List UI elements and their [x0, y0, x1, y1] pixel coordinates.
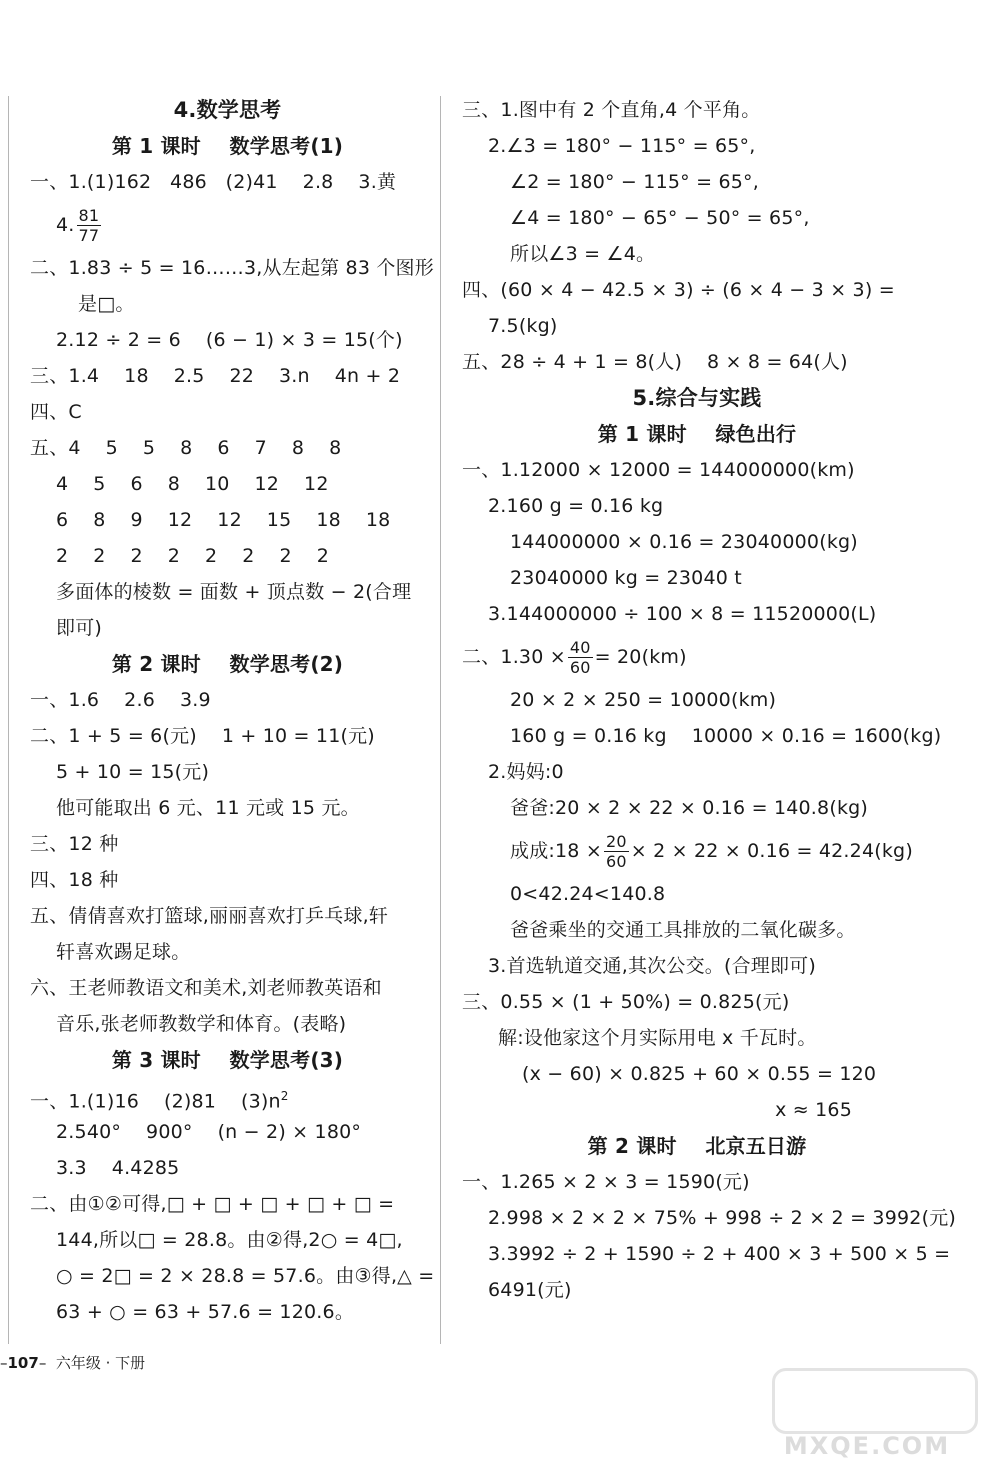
answer-line: 2.160 g = 0.16 kg — [488, 495, 664, 517]
answer-line: 一、1.(1)162 486 (2)41 2.8 3.黄 — [30, 171, 397, 193]
fraction: $\frac{20}{60}$ — [605, 832, 627, 871]
answer-line: 二、1.83 ÷ 5 = 16……3,从左起第 83 个图形 — [30, 257, 434, 279]
answer-line: 4 5 6 8 10 12 12 — [56, 473, 329, 495]
lesson-title: 第 1 课时 数学思考(1) — [111, 134, 344, 158]
answer-line: 一、1.265 × 2 × 3 = 1590(元) — [462, 1171, 750, 1193]
answer-line: 2.998 × 2 × 2 × 75% + 998 ÷ 2 × 2 = 3992(元) — [488, 1207, 957, 1229]
answer-line: 2.12 ÷ 2 = 6 (6 − 1) × 3 = 15(个) — [56, 329, 403, 351]
answer-line: 四、18 种 — [30, 869, 119, 891]
answer-line: 多面体的棱数 = 面数 + 顶点数 − 2(合理 — [56, 581, 412, 603]
answer-line: 一、1.6 2.6 3.9 — [30, 689, 211, 711]
answer-line: 爸爸:20 × 2 × 22 × 0.16 = 140.8(kg) — [510, 797, 869, 819]
answer-line: 2.妈妈:0 — [488, 761, 564, 783]
answer-line: 二、1.30 × $\frac{40}{60}$ = 20(km) — [462, 638, 687, 677]
answer-line: 63 + ○ = 63 + 57.6 = 120.6。 — [56, 1301, 355, 1323]
answer-line: 6 8 9 12 12 15 18 18 — [56, 509, 391, 531]
fraction: $\frac{40}{60}$ — [569, 638, 591, 677]
answer-line: 二、由①②可得,□ + □ + □ + □ + □ = — [30, 1193, 395, 1215]
answer-line: 144000000 × 0.16 = 23040000(kg) — [510, 531, 858, 553]
answer-line: 4. $\frac{81}{77}$ — [56, 206, 100, 245]
answer-line: 四、C — [30, 401, 82, 423]
watermark-text: MXQE.COM — [783, 1432, 951, 1460]
answer-line: 五、4 5 5 8 6 7 8 8 — [30, 437, 342, 459]
watermark-logo-icon — [772, 1368, 978, 1434]
answer-line: 三、1.图中有 2 个直角,4 个平角。 — [462, 99, 761, 121]
answer-line: 成成:18 × $\frac{20}{60}$ × 2 × 22 × 0.16 = 42.24(kg) — [510, 832, 913, 871]
grade-label: 六年级 · 下册 — [55, 1354, 146, 1372]
section-title: 4.数学思考 — [173, 98, 282, 122]
answer-line: 144,所以□ = 28.8。由②得,2○ = 4□, — [56, 1229, 403, 1251]
answer-line: x ≈ 165 — [775, 1099, 852, 1121]
answer-line: 7.5(kg) — [488, 315, 558, 337]
answer-line: ○ = 2□ = 2 × 28.8 = 57.6。由③得,△ = — [56, 1265, 435, 1287]
lesson-title: 第 1 课时 绿色出行 — [597, 422, 797, 446]
answer-line: 三、0.55 × (1 + 50%) = 0.825(元) — [462, 991, 790, 1013]
answer-line: 所以∠3 = ∠4。 — [510, 243, 656, 265]
lesson-title: 第 3 课时 数学思考(3) — [111, 1048, 344, 1072]
answer-line: 爸爸乘坐的交通工具排放的二氧化碳多。 — [510, 919, 856, 941]
answer-line: 5 + 10 = 15(元) — [56, 761, 210, 783]
answer-line: 是□。 — [78, 293, 135, 315]
answer-line: 三、1.4 18 2.5 22 3.n 4n + 2 — [30, 365, 401, 387]
answer-line: 即可) — [56, 617, 103, 639]
answer-line: (x − 60) × 0.825 + 60 × 0.55 = 120 — [522, 1063, 877, 1085]
answer-line: 四、(60 × 4 − 42.5 × 3) ÷ (6 × 4 − 3 × 3) = — [462, 279, 895, 301]
section-title: 5.综合与实践 — [632, 386, 762, 410]
right-column — [462, 92, 957, 1308]
answer-line: 三、12 种 — [30, 833, 119, 855]
answer-line: 3.3 4.4285 — [56, 1157, 180, 1179]
column-divider-left — [8, 96, 9, 1344]
superscript: 2 — [280, 1089, 289, 1103]
answer-line: 3.首选轨道交通,其次公交。(合理即可) — [488, 955, 816, 977]
column-divider-middle — [440, 96, 441, 1344]
answer-line: 轩喜欢踢足球。 — [56, 941, 191, 963]
watermark — [752, 1368, 982, 1463]
answer-line: 6491(元) — [488, 1279, 572, 1301]
answer-line: 3.3992 ÷ 2 + 1590 ÷ 2 + 400 × 3 + 500 × 5 = — [488, 1243, 951, 1265]
answer-line: 五、倩倩喜欢打篮球,丽丽喜欢打乒乓球,轩 — [30, 905, 389, 927]
left-column — [30, 92, 435, 1330]
answer-line: 2 2 2 2 2 2 2 2 — [56, 545, 330, 567]
lesson-title: 第 2 课时 北京五日游 — [587, 1134, 807, 1158]
answer-line: 解:设他家这个月实际用电 x 千瓦时。 — [498, 1027, 817, 1049]
answer-line: 20 × 2 × 250 = 10000(km) — [510, 689, 777, 711]
answer-line: 音乐,张老师教数学和体育。(表略) — [56, 1013, 347, 1035]
answer-line: ∠4 = 180° − 65° − 50° = 65°, — [510, 207, 810, 229]
answer-line: 0<42.24<140.8 — [510, 883, 666, 905]
answer-line: 2.∠3 = 180° − 115° = 65°, — [488, 135, 756, 157]
lesson-title: 第 2 课时 数学思考(2) — [111, 652, 344, 676]
answer-line: 一、1.12000 × 12000 = 144000000(km) — [462, 459, 855, 481]
answer-line: 2.540° 900° (n − 2) × 180° — [56, 1121, 362, 1143]
answer-line: 3.144000000 ÷ 100 × 8 = 11520000(L) — [488, 603, 877, 625]
answer-line: 160 g = 0.16 kg 10000 × 0.16 = 1600(kg) — [510, 725, 942, 747]
answer-line: 一、1.(1)16 (2)81 $(3)n^2$ — [30, 1089, 289, 1113]
fraction: $\frac{81}{77}$ — [78, 206, 100, 245]
answer-line: 六、王老师教语文和美术,刘老师教英语和 — [30, 977, 382, 999]
answer-line: 23040000 kg = 23040 t — [510, 567, 742, 589]
page-number: 107 — [7, 1354, 39, 1372]
answer-line: 他可能取出 6 元、11 元或 15 元。 — [56, 797, 360, 819]
answer-line: 二、1 + 5 = 6(元) 1 + 10 = 11(元) — [30, 725, 375, 747]
answer-line: ∠2 = 180° − 115° = 65°, — [510, 171, 759, 193]
page-footer: –107– 六年级 · 下册 — [0, 1354, 146, 1372]
answer-line: 五、28 ÷ 4 + 1 = 8(人) 8 × 8 = 64(人) — [462, 351, 848, 373]
